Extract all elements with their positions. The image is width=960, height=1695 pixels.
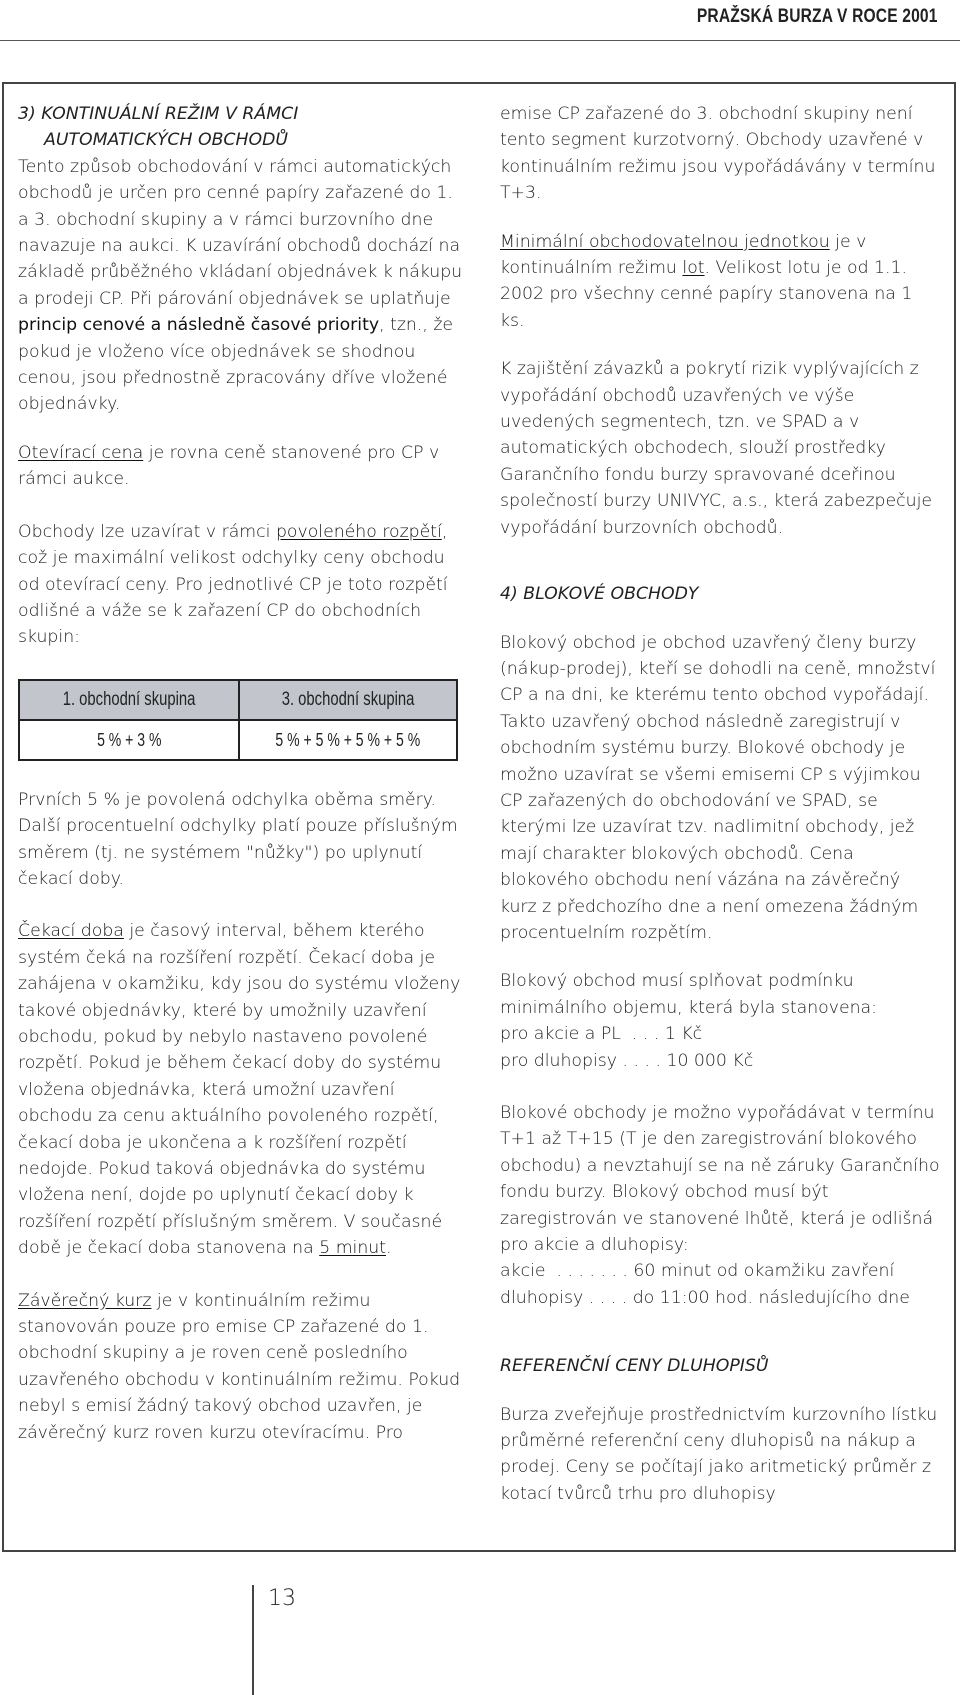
paragraph-opening-price: [18, 440, 463, 493]
paragraph-lot: [500, 229, 940, 335]
table-header-group-3-label: 3. obchodní skupina: [281, 688, 415, 710]
opening-price-term: Otevírací cena: [18, 442, 144, 463]
range-table: [18, 679, 458, 761]
paragraph-text: , tzn., že pokud je vloženo více objednávek se shodnou cenou, jsou přednostně zpracovány dříve vložené objednávky.: [18, 315, 454, 415]
paragraph-group-3: emise CP zařazené do 3. obchodní skupiny není tento segment kurzotvorný. Obchody uzavřené v kontinuálním režimu jsou vypořádávány v termínu T+3.: [500, 104, 936, 204]
paragraph-text: je v kontinuálním režimu: [500, 231, 867, 279]
paragraph-text: Obchody lze uzavírat v rámci: [18, 521, 276, 542]
paragraph-deviation: Prvních 5 % je povolená odchylka oběma směry. Další procentuelní odchylky platí pouze příslušným směrem (tj. ne systémem "nůžky") po uplynutí čekací doby.: [18, 789, 458, 889]
table-cell-group-3: [239, 720, 457, 760]
page-number-rule: [252, 1585, 254, 1695]
allowed-range-term: povoleného rozpětí: [275, 521, 442, 542]
deadline-bonds: dluhopisy . . . . do 11:00 hod. následujícího dne: [500, 1287, 910, 1308]
table-header-row: [19, 680, 457, 720]
section-3-heading-line1: 3) KONTINUÁLNÍ REŽIM V RÁMCI: [18, 104, 299, 124]
paragraph-allowed-range: [18, 519, 463, 651]
paragraph-text: je v kontinuálním režimu stanovován pouze pro emise CP zařazené do 1. obchodní skupiny a je roven ceně posledního uzavřeného obchodu v kontinuálním režimu. Pokud nebyl s emisí žádný takový obchod uzavřen, je závěrečný kurz roven kurzu otevíracímu. Pro: [18, 1290, 461, 1443]
left-column: [18, 101, 463, 1446]
section-3-heading-line2: AUTOMATICKÝCH OBCHODŮ: [44, 130, 289, 151]
five-minutes-term: 5 minut: [319, 1238, 387, 1259]
paragraph-text: .: [386, 1238, 392, 1259]
header-title: PRAŽSKÁ BURZA V ROCE 2001: [697, 6, 938, 27]
table-header-group-1: [19, 680, 239, 720]
paragraph-text: je časový interval, během kterého systém čeká na rozšíření rozpětí. Čekací doba je zahájena v okamžiku, kdy jsou do systému vloženy takové objednávky, které by umožnily uzavření obchodu, pokud by nebylo nastaveno povolené rozpětí. Pokud je během čekací doby do systému vložena objednávka, která umožní uzavření obchodu za cenu aktuálního povoleného rozpětí, čekací doba je ukončena a k rozšíření rozpětí nedojde. Pokud taková objednávka do systému vložena není, dojde po uplynutí čekací doby k rozšíření rozpětí příslušným směrem. V současné době je čekací doba stanovena na: [18, 921, 461, 1259]
paragraph-block-trades: Blokový obchod je obchod uzavřený členy burzy (nákup-prodej), kteří se dohodli na ceně, množství CP a na dni, ke kterému tento obchod vypořádají. Takto uzavřený obchod následně zaregistrují v obchodním systému burzy. Blokové obchody je možno uzavírat se všemi emisemi CP s výjimkou CP zařazených do obchodování ve SPAD, se kterými lze uzavírat tzv. nadlimitní obchody, jež mají charakter blokových obchodů. Cena blokového obchodu není vázána na závěrečný kurz z předchozího dne a není omezena žádným procentuelním rozpětím.: [500, 632, 936, 943]
right-column: [500, 101, 940, 1507]
table-cell-group-3-value: 5 % + 5 % + 5 % + 5 %: [275, 729, 421, 750]
section-3-heading: [18, 101, 463, 154]
reference-prices-heading: REFERENČNÍ CENY DLUHOPISŮ: [500, 1356, 769, 1377]
paragraph-min-volume: Blokový obchod musí splňovat podmínku minimálního objemu, která byla stanovena:: [500, 971, 877, 1018]
paragraph-waiting-time: [18, 918, 463, 1261]
paragraph-continuous-mode: [18, 154, 463, 418]
paragraph-text: , což je maximální velikost odchylky ceny obchodu od otevírací ceny. Pro jednotlivé CP je toto rozpětí odlišné a váže se k zařazení CP do obchodních skupin:: [18, 521, 448, 648]
paragraph-text: Tento způsob obchodování v rámci automatických obchodů je určen pro cenné papíry zařazené do 1. a 3. obchodní skupiny a v rámci burzovního dne navazuje na aukci. K uzavírání obchodů dochází na základě průběžného vkládaní objednávek k nákupu a prodeji CP. Při párování objednávek se uplatňuje: [18, 156, 463, 309]
page-header: [0, 0, 960, 41]
table-row: [19, 720, 457, 760]
closing-price-term: Závěrečný kurz: [18, 1290, 152, 1311]
min-unit-term: Minimální obchodovatelnou jednotkou: [500, 231, 830, 252]
lot-term: lot: [682, 258, 705, 279]
table-header-group-3: [239, 680, 457, 720]
min-volume-bonds: pro dluhopisy . . . . 10 000 Kč: [500, 1050, 754, 1071]
paragraph-reference-prices: Burza zveřejňuje prostřednictvím kurzovního lístku průměrné referenční ceny dluhopisů na nákup a prodej. Ceny se počítají jako aritmetický průměr z kotací tvůrců trhu pro dluhopisy: [500, 1404, 938, 1504]
table-header-group-1-label: 1. obchodní skupina: [62, 688, 196, 710]
deadline-shares: akcie . . . . . . . 60 minut od okamžiku zavření: [500, 1261, 895, 1282]
section-4-heading: 4) BLOKOVÉ OBCHODY: [500, 584, 699, 605]
min-volume-shares: pro akcie a PL . . . 1 Kč: [500, 1024, 703, 1045]
page-number: 13: [268, 1586, 296, 1611]
paragraph-text: je rovna ceně stanovené pro CP v rámci aukce.: [18, 442, 440, 490]
paragraph-text: . Velikost lotu je od 1.1. 2002 pro všechny cenné papíry stanovena na 1 ks.: [500, 258, 913, 331]
paragraph-settlement: Blokové obchody je možno vypořádávat v termínu T+1 až T+15 (T je den zaregistrování blokového obchodu) a nevztahují se na ně záruky Garančního fondu burzy. Blokový obchod musí být zaregistrován ve stanovené lhůtě, která je odlišná pro akcie a dluhopisy:: [500, 1103, 940, 1256]
paragraph-guarantee-fund: K zajištění závazků a pokrytí rizik vyplývajících z vypořádání obchodů uzavřených ve výše uvedených segmentech, tzn. ve SPAD a v automatických obchodech, slouží prostředky Garančního fondu burzy spravované dceřinou společností burzy UNIVYC, a.s., která zabezpečuje vypořádání burzovních obchodů.: [500, 359, 933, 538]
table-cell-group-1-value: 5 % + 3 %: [96, 729, 162, 750]
waiting-time-term: Čekací doba: [18, 921, 124, 942]
price-time-priority-term: princip cenové a následně časové priority: [18, 315, 380, 336]
table-cell-group-1: [19, 720, 239, 760]
paragraph-closing-price: [18, 1288, 463, 1446]
